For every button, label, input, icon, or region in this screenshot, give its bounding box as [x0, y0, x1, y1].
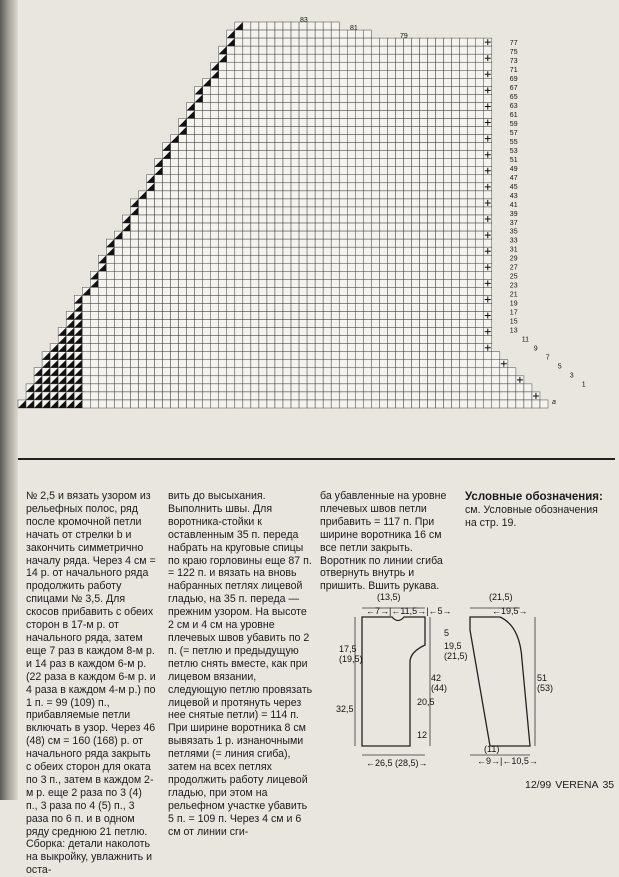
row-label: 47	[509, 174, 518, 182]
row-label: 43	[509, 192, 518, 200]
row-label: 27	[509, 264, 518, 272]
row-label: 15	[509, 318, 518, 326]
row-label: 67	[509, 84, 518, 92]
row-label: 5	[557, 363, 562, 371]
row-label: 9	[533, 345, 538, 353]
row-label: 17	[509, 309, 518, 317]
row-label: 11	[521, 336, 530, 344]
sleeve-schema	[470, 617, 530, 746]
dim-right-7: 12	[417, 730, 428, 740]
dim-left-1: 17,5	[339, 644, 357, 654]
row-label: 41	[509, 201, 518, 209]
row-label: 1	[581, 381, 586, 389]
row-label: 73	[509, 57, 518, 65]
legend-title: Условные обозначения:	[465, 491, 603, 503]
row-label: 33	[509, 237, 518, 245]
row-label: 57	[509, 129, 518, 137]
row-label: 63	[509, 102, 518, 110]
column-3-text: ба убавленные на уровне плечевых швов петли прибавить = 117 п. При ширине воротника 16 см все петли закрыть. Воротник по линии сгиба отвернуть внутрь и пришить. Вшить рукава.	[320, 490, 447, 593]
footer-page: 35	[602, 779, 615, 791]
row-label: 37	[509, 219, 518, 227]
dim-right-1: 5	[444, 628, 450, 638]
top-row-label: 81	[350, 25, 358, 32]
column-2-text: вить до высыхания. Выполнить швы. Для воротника-стойки к оставленным 35 п. переда набрать на круговые спицы по краю горловины еще 87 п. = 122 п. и вязать на вновь набранных петлях лицевой гладью, на 35 п. переда — прежним узором. На высоте 2 см и 4 см на уровне плечевых швов убавить по 2 п. (= петлю и предыдущую петлю снять вместе, как при лицевом вязании, следующую петлю провязать лицевой и протянуть через нее снятые петли) = 114 п. При ширине воротника 8 см вывязать 1 р. изнаночными петлями (= линия сгиба), затем на всех петлях продолжить работу лицевой гладью, при этом на рельефном участке убавить 5 п. = 109 п. Через 4 см и 6 см от линии сги-	[168, 490, 313, 838]
row-label: 49	[509, 165, 518, 173]
dim-top-1: (13,5)	[377, 592, 401, 602]
dim-bottom-1: ←26,5 (28,5)→	[366, 758, 428, 768]
row-label: 45	[509, 183, 518, 191]
dim-sleeve-right-2: (53)	[537, 683, 554, 693]
dim-right-5: (44)	[431, 683, 448, 693]
start-marker-label: a	[552, 399, 556, 406]
row-label: 35	[509, 228, 518, 236]
row-label: 19	[509, 300, 518, 308]
row-label: 25	[509, 273, 518, 281]
dim-right-4: 42	[431, 673, 442, 683]
footer-issue: 12/99	[525, 779, 552, 791]
row-label: 39	[509, 210, 518, 218]
page-footer	[525, 779, 618, 791]
dim-right-3: (21,5)	[444, 651, 468, 661]
row-label: 21	[509, 291, 518, 299]
dim-sleeve-top-2: ←19,5→	[492, 606, 528, 616]
dim-sleeve-bottom-1: (11)	[484, 744, 500, 754]
dim-top-2: ←7→|←11,5→|←5→	[366, 606, 452, 616]
legend-text: см. Условные обозначения на стр. 19.	[465, 504, 598, 529]
row-label: 13	[509, 327, 518, 335]
dim-left-3: 32,5	[336, 704, 354, 714]
top-row-label: 83	[300, 17, 308, 24]
dim-sleeve-right-1: 51	[537, 673, 548, 683]
row-label: 65	[509, 93, 518, 101]
row-label: 59	[509, 120, 518, 128]
dim-right-6: 20,5	[417, 697, 435, 707]
row-label: 55	[509, 138, 518, 146]
row-label: 75	[509, 48, 518, 56]
top-row-label: 79	[400, 33, 408, 40]
dim-right-2: 19,5	[444, 641, 462, 651]
dim-left-2: (19,5)	[339, 654, 363, 664]
row-label: 3	[569, 372, 574, 380]
row-label: 53	[509, 147, 518, 155]
row-label: 61	[509, 111, 518, 119]
row-label: 23	[509, 282, 518, 290]
row-label: 7	[545, 354, 550, 362]
row-label: 69	[509, 75, 518, 83]
row-label: 51	[509, 156, 518, 164]
row-label: 29	[509, 255, 518, 263]
row-label: 77	[509, 39, 518, 47]
footer-magazine: VERENA	[555, 779, 599, 791]
row-label: 31	[509, 246, 518, 254]
dim-sleeve-top-1: (21,5)	[489, 592, 513, 602]
column-1-text: № 2,5 и вязать узором из рельефных полос, ряд после кромочной петли начать от стрелки b и закончить симметрично началу ряда. Через 4 см = 14 р. от начального ряда продолжить работу спицами № 3,5. Для скосов прибавить с обеих сторон в 17-м р. от начального ряда, затем еще 7 раз в каждом 8-м р. и 14 раз в каждом 6-м р. (22 раза в каждом 6-м р. и 4 раза в каждом 4-м р.) по 1 п. = 99 (109) п., прибавляемые петли включать в узор. Через 46 (48) см = 160 (168) р. от начального ряда закрыть с обеих сторон для оката по 3 п., затем в каждом 2-м р. еще 2 раза по 3 (4) п., 3 раза по 4 (5) п., 3 раза по 6 п. и в одном ряду среднюю 21 петлю. Сборка: детали наколоть на выкройку, увлажнить и оста-	[26, 490, 156, 877]
row-label: 71	[509, 66, 518, 74]
dim-sleeve-bottom-2: ←9→|←10,5→	[477, 756, 538, 766]
